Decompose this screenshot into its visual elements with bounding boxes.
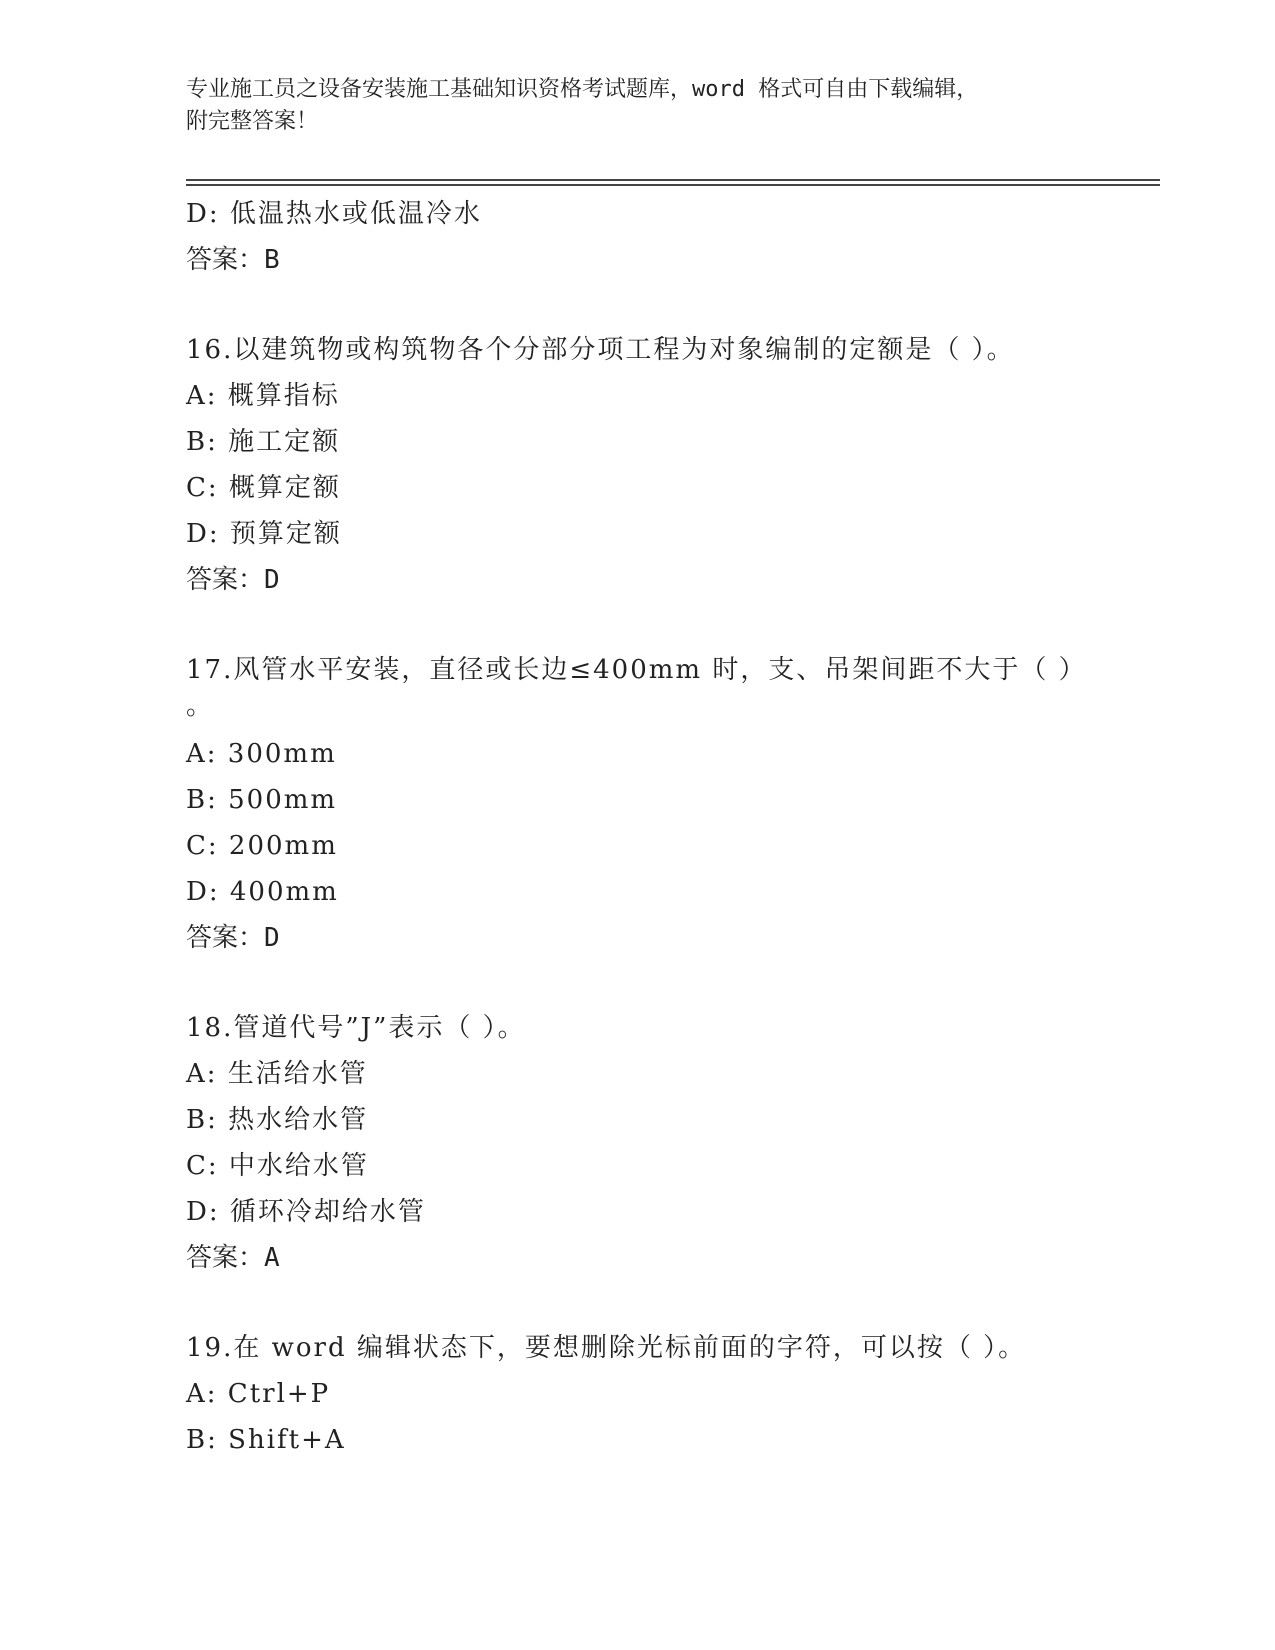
option-a: A: 生活给水管	[186, 1059, 368, 1089]
question-spacer	[186, 961, 1086, 1005]
header-title-line-2: 附完整答案！	[186, 109, 319, 134]
option-c: C: 中水给水管	[186, 1151, 369, 1181]
question-stem-continuation: 。	[186, 691, 215, 721]
question-spacer	[186, 1281, 1086, 1325]
option-a: A: Ctrl+P	[186, 1379, 331, 1409]
question-spacer	[186, 283, 1086, 327]
option-b: B: 热水给水管	[186, 1105, 369, 1135]
question-17	[186, 647, 1086, 961]
option-d: D: 预算定额	[186, 519, 342, 549]
question-list	[186, 191, 1086, 1463]
option-c: C: 200mm	[186, 831, 338, 861]
question-stem: 18.管道代号”J”表示（ ）。	[186, 1013, 526, 1043]
question-19	[186, 1325, 1086, 1463]
option-a: A: 300mm	[186, 739, 337, 769]
option-c: C: 概算定额	[186, 473, 341, 503]
document-header	[186, 74, 1086, 138]
answer-line: 答案：A	[186, 1243, 280, 1273]
option-b: B: 施工定额	[186, 427, 341, 457]
answer-line: 答案：B	[186, 245, 280, 275]
header-double-rule	[186, 179, 1160, 181]
question-spacer	[186, 603, 1086, 647]
question-stem: 17.风管水平安装，直径或长边≤400mm 时，支、吊架间距不大于（ ）	[186, 655, 1087, 685]
option-d: D: 400mm	[186, 877, 339, 907]
question-stem: 19.在 word 编辑状态下，要想删除光标前面的字符，可以按（ ）。	[186, 1333, 1027, 1363]
answer-line: 答案：D	[186, 565, 280, 595]
option-b: B: Shift+A	[186, 1425, 346, 1455]
option-d: D: 循环冷却给水管	[186, 1197, 426, 1227]
option-d: D: 低温热水或低温冷水	[186, 199, 482, 229]
question-18	[186, 1005, 1086, 1281]
question-15-tail	[186, 191, 1086, 283]
header-title-line-1: 专业施工员之设备安装施工基础知识资格考试题库，word 格式可自由下载编辑，	[186, 77, 979, 102]
answer-line: 答案：D	[186, 923, 280, 953]
question-stem: 16.以建筑物或构筑物各个分部分项工程为对象编制的定额是（ ）。	[186, 335, 1015, 365]
question-16	[186, 327, 1086, 603]
option-a: A: 概算指标	[186, 381, 340, 411]
option-b: B: 500mm	[186, 785, 338, 815]
